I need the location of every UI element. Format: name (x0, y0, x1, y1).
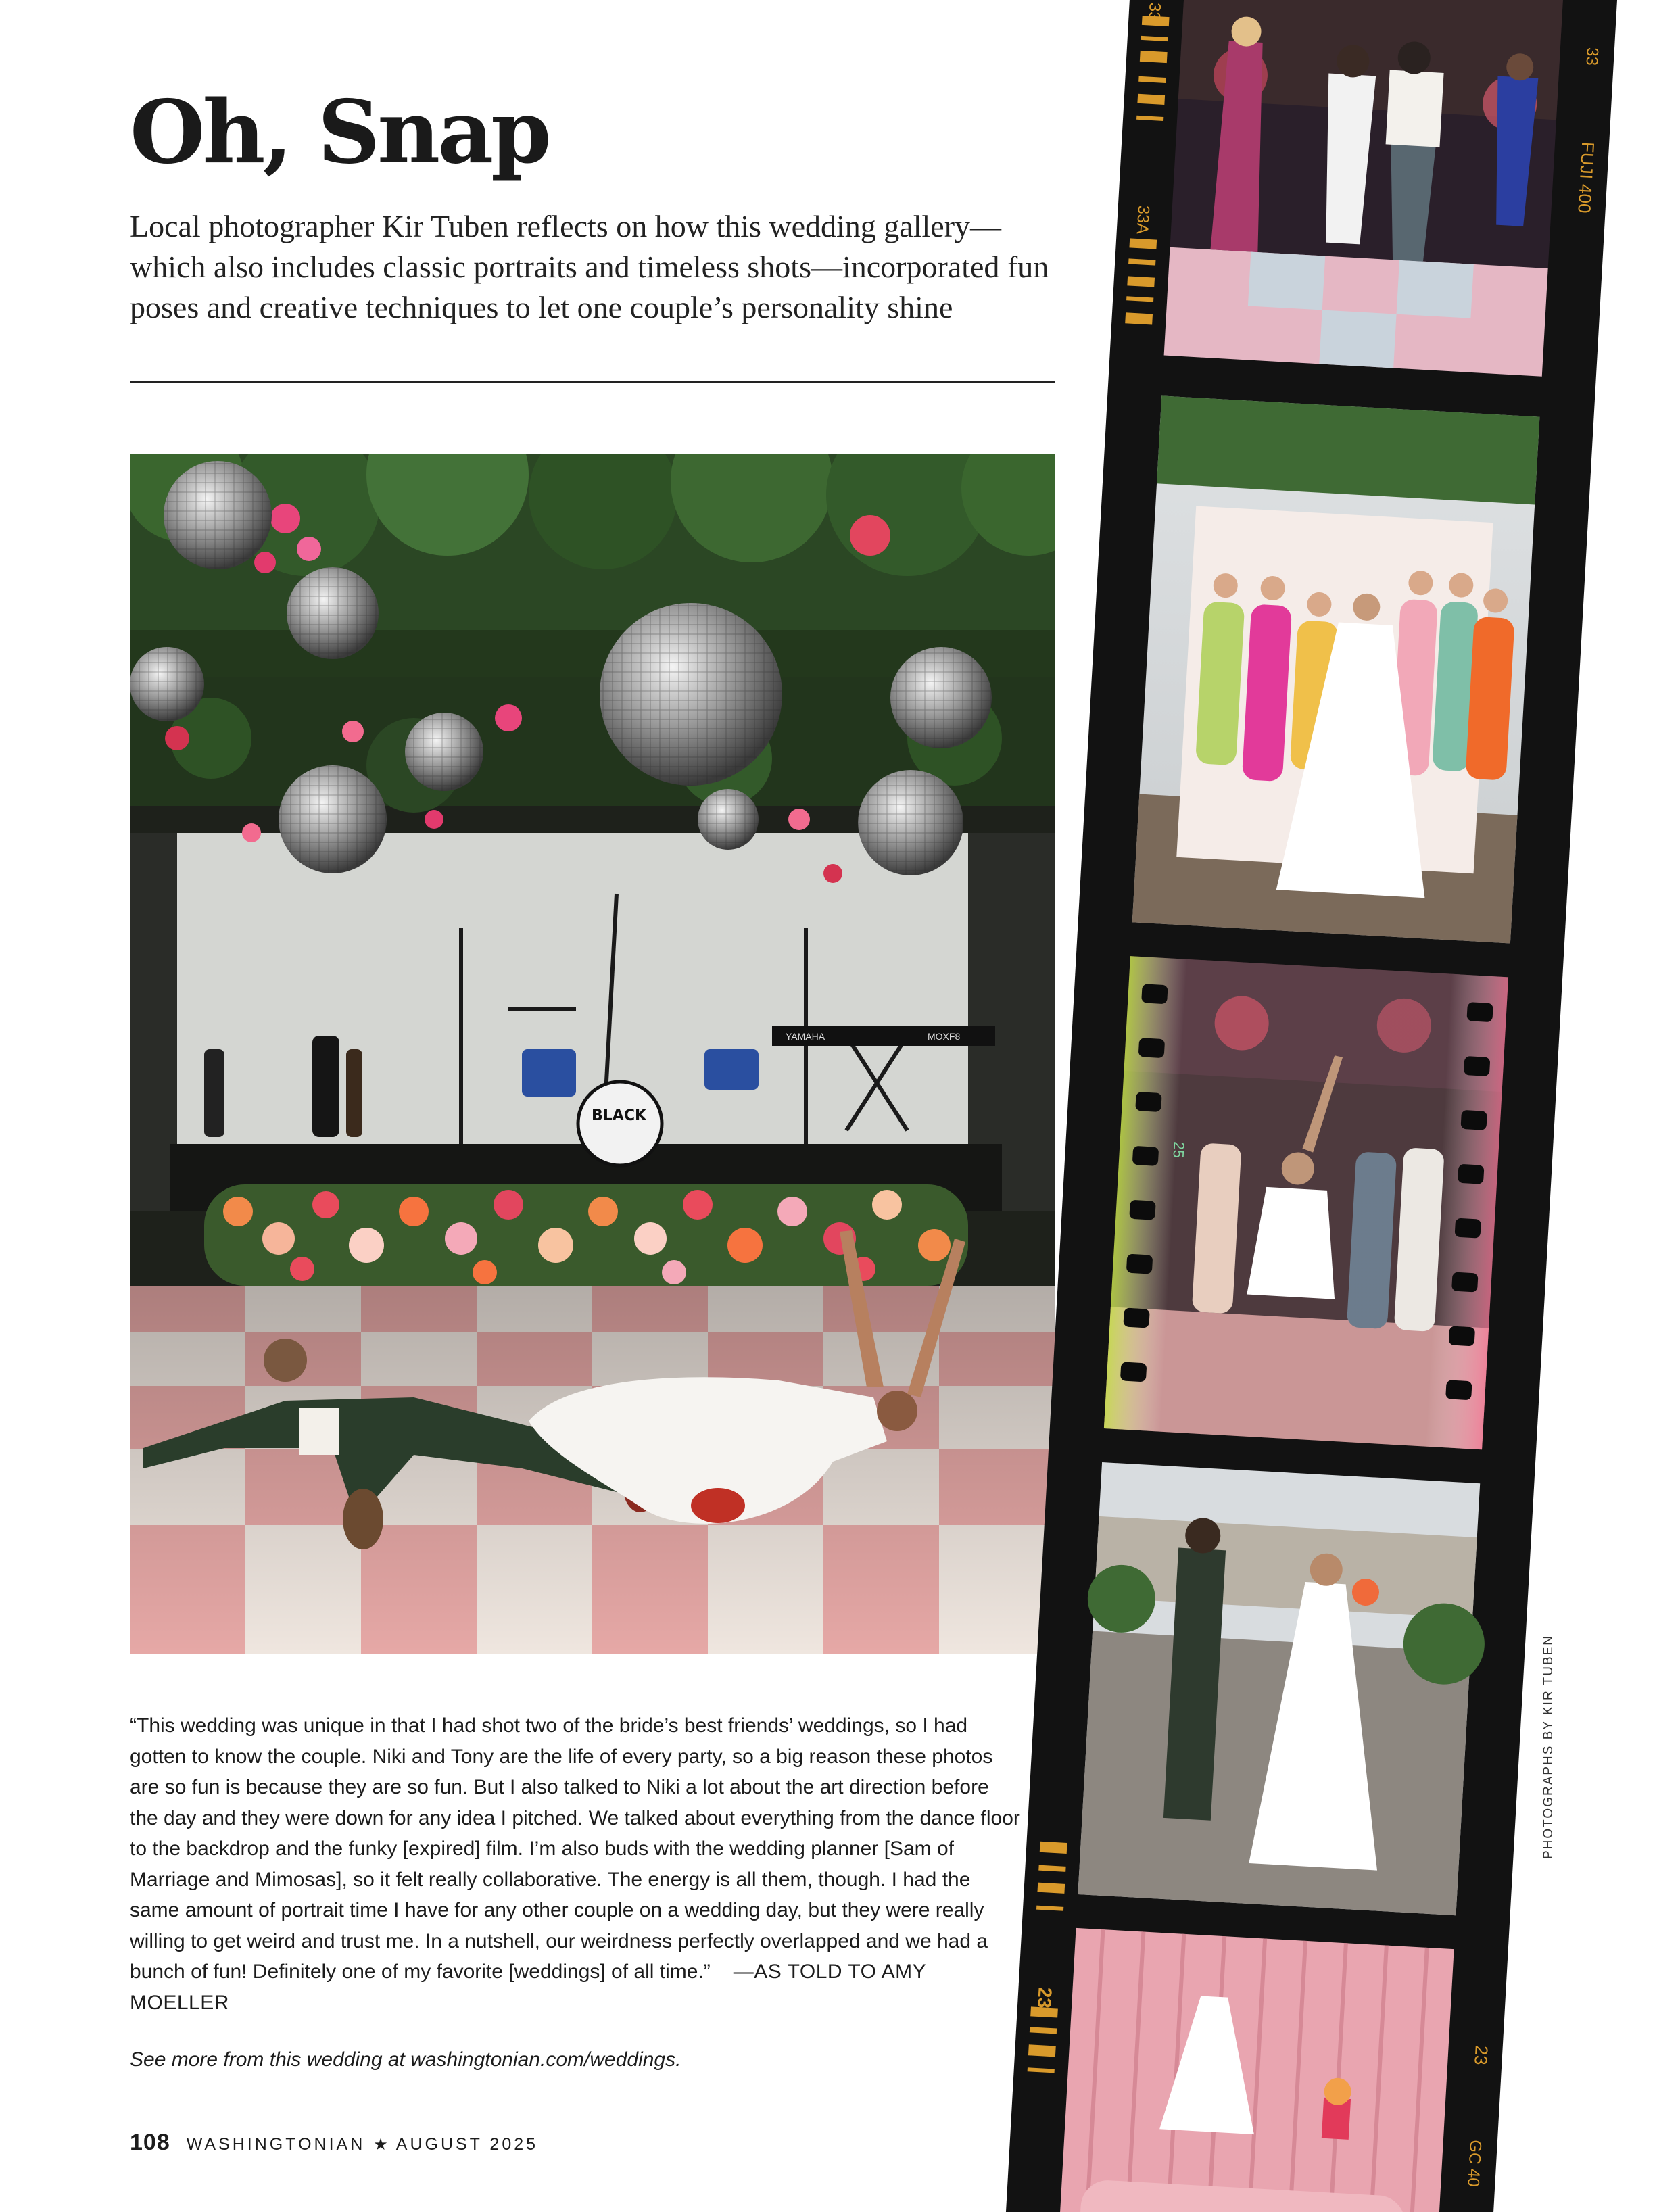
issue-date: AUGUST 2025 (395, 2135, 539, 2154)
edge-frame-23-left: 23 (1033, 1986, 1056, 2009)
film-frame-terrace (1071, 1462, 1493, 1916)
page-footer (130, 2130, 538, 2156)
page-title: Oh, Snap (130, 82, 549, 183)
film-frame-dance (1164, 0, 1563, 377)
hero-photo (130, 454, 1055, 1654)
edge-frame-23-right: 23 (1470, 2044, 1492, 2066)
film-frame-bridesmaids (1132, 395, 1540, 943)
edge-film-brand: FUJI 400 (1574, 141, 1599, 214)
filmstrip (980, 0, 1680, 2212)
magazine-name: WASHINGTONIAN (186, 2135, 366, 2154)
article-quote: “This wedding was unique in that I had shot two of the bride’s best friends’ weddings, so I had gotten to know the couple. Niki and Tony are the life of every party, so a big reason these photos are so fun is because they are so fun. But I also talked to Niki a lot about the art direction before the day and they were down for any idea I pitched. We talked about everything from the dance floor to the backdrop and the funky [expired] film. I’m also buds with the wedding planner [Sam of Marriage and Mimosas], so it felt really collaborative. The energy is all them, though. I had the same amount of portrait time I have for any other couple on a wedding day, but they were really willing to get weird and trust me. In a nutshell, our weirdness perfectly overlapped and we had a bunch of fun! Definitely one of my favorite [weddings] of all time.” (130, 1714, 1020, 1983)
article-dek: Local photographer Kir Tuben reflects on how this wedding gallery—which also includes classic portraits and timeless shots—incorporated fun poses and creative techniques to let one couple’s personality shine (130, 209, 1049, 324)
keyboard-brand-1: YAMAHA (786, 1031, 825, 1042)
edge-frame-33-right: 33 (1582, 47, 1602, 66)
photo-credit: PHOTOGRAPHS BY KIR TUBEN (1541, 1634, 1556, 1859)
edge-film-code: GC 40 (1464, 2139, 1485, 2188)
divider-rule (130, 381, 1055, 383)
article-body (130, 1710, 1022, 2018)
edge-frame-25: 25 (1170, 1140, 1188, 1159)
keyboard-brand-2: MOXF8 (928, 1031, 961, 1042)
see-more-line: See more from this wedding at washingtonian.com/weddings. (130, 2048, 681, 2071)
star-icon: ★ (373, 2136, 388, 2154)
as-told-to-credit: —AS TOLD TO AMY MOELLER (130, 1961, 926, 2014)
edge-frame-33-left: 33 (1145, 2, 1164, 22)
edge-frame-33a: 33A (1132, 204, 1153, 235)
kick-drum-text: BLACK (592, 1107, 647, 1124)
film-frame-party (1104, 956, 1508, 1449)
film-frame-dress (1055, 1928, 1454, 2212)
page-number: 108 (130, 2130, 170, 2155)
